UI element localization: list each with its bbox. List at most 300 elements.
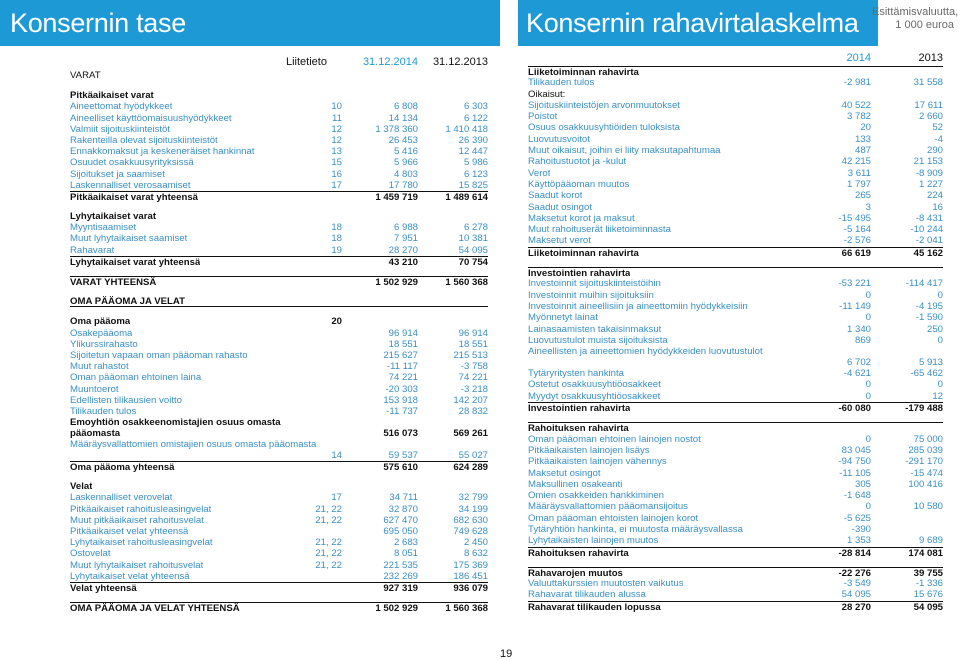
row-note: 17: [331, 179, 342, 191]
row-note: 15: [331, 157, 342, 169]
row-label: Emoyhtiön osakkeenomistajien osuus omasta pääomasta: [70, 417, 281, 440]
table-row: [70, 515, 488, 526]
row-value-2014: -28 814: [838, 547, 871, 559]
row-value-2013: 1 560 368: [445, 603, 488, 615]
row-label: Pitkäaikaiset velat yhteensä: [70, 526, 189, 537]
row-label: Valmiit sijoituskiinteistöt: [70, 123, 171, 135]
row-label: Muut lyhytaikaiset saamiset: [70, 233, 188, 245]
table-row: [70, 350, 488, 361]
row-spacer: [70, 472, 488, 481]
table-row: [70, 180, 488, 191]
row-value-2013: 52: [932, 122, 943, 134]
balance-sheet-table: [70, 56, 488, 613]
table-row: [528, 190, 943, 201]
row-value-2013: 2 660: [918, 111, 943, 123]
row-value-2014: 6 808: [393, 101, 418, 113]
row-label: Valuuttakurssien muutosten vaikutus: [528, 578, 684, 590]
row-label: Sijoitetun vapaan oman pääoman rahasto: [70, 349, 248, 361]
row-label: Edellisten tilikausien voitto: [70, 394, 182, 406]
row-value-2013: 1 489 614: [445, 191, 488, 203]
table-row: [528, 312, 943, 323]
row-label: Investoinnit muihin sijoituksiin: [528, 289, 654, 301]
row-value-2013: -2 041: [915, 235, 943, 247]
row-value-2014: 34 711: [389, 492, 418, 504]
row-label: Muut pitkäaikaiset rahoitusvelat: [70, 514, 204, 526]
table-row: [70, 328, 488, 339]
row-value-2013: 0: [937, 289, 943, 301]
row-value-2013: 749 628: [453, 526, 488, 537]
cashflow-banner: [518, 0, 878, 46]
row-note: 13: [331, 146, 342, 158]
row-value-2013: 2 450: [463, 537, 488, 549]
row-label: Poistot: [528, 111, 558, 123]
row-value-2013: -1 590: [915, 312, 943, 324]
table-row-heading: [70, 481, 488, 492]
row-value-2013: 624 289: [453, 462, 488, 474]
row-value-2014: 487: [854, 145, 871, 157]
row-note: 12: [331, 123, 342, 135]
table-row: [528, 379, 943, 390]
table-row-heading: [70, 582, 488, 593]
table-row: [528, 434, 943, 445]
row-value-2014: 6 988: [393, 222, 418, 234]
row-value-2014: 26 453: [388, 134, 418, 146]
table-row-heading: [70, 276, 488, 287]
row-note: 16: [331, 168, 342, 180]
table-row: [528, 346, 943, 368]
table-row: [528, 77, 943, 88]
row-label: Muut rahoituserät liiketoiminnasta: [528, 224, 671, 236]
row-label: Lyhytaikaiset varat: [70, 211, 157, 223]
row-value-2013: 285 039: [908, 444, 943, 456]
row-value-2013: 100 416: [908, 478, 943, 490]
row-label: Maksetut korot ja maksut: [528, 212, 635, 224]
row-label: Luovutusvoitot: [528, 133, 590, 145]
row-value-2014: 4 803: [393, 168, 418, 180]
row-label: Tytäryritysten hankinta: [528, 368, 624, 380]
row-value-2014: 42 215: [841, 156, 871, 168]
row-note: 21, 22: [315, 537, 342, 549]
row-value-2013: 1 227: [918, 178, 943, 190]
table-row: [70, 169, 488, 180]
row-value-2013: 5 913: [918, 357, 943, 369]
row-value-2013: -15 474: [910, 467, 943, 479]
row-value-2013: 0: [937, 379, 943, 391]
row-label: Muuntoerot: [70, 383, 119, 395]
row-spacer: [70, 593, 488, 602]
row-value-2013: 142 207: [453, 394, 488, 406]
row-value-2014: -11 117: [386, 361, 418, 373]
row-value-2014: 305: [854, 478, 871, 490]
row-label: Rahoituksen rahavirta: [528, 547, 629, 559]
row-value-2013: 74 221: [458, 372, 488, 384]
row-label: Velat yhteensä: [70, 582, 137, 594]
note-column-header: Liitetieto: [286, 56, 327, 68]
row-spacer: [70, 307, 488, 316]
table-row: [70, 439, 488, 461]
row-label: Sijoituskiinteistöjen arvonmuutokset: [528, 99, 680, 111]
row-value-2014: 40 522: [841, 99, 871, 111]
table-row-heading: [70, 417, 488, 439]
row-value-2014: 133: [854, 133, 871, 145]
table-row: [528, 156, 943, 167]
row-value-2014: -2 576: [843, 235, 871, 247]
row-value-2014: 627 470: [383, 514, 418, 526]
row-value-2014: -94 750: [838, 456, 871, 468]
table-row: [70, 384, 488, 395]
row-value-2013: 31 558: [913, 77, 943, 89]
row-label: Ennakkomaksut ja keskeneräiset hankinnat: [70, 146, 255, 158]
row-value-2013: 75 000: [913, 433, 943, 445]
year-2014-column-header: 31.12.2014: [362, 56, 418, 68]
row-label: Pitkäaikaiset varat: [70, 90, 154, 102]
row-note: 18: [331, 222, 342, 234]
row-value-2013: -3 758: [460, 361, 488, 373]
table-row: [70, 548, 488, 559]
table-row: [528, 235, 943, 246]
table-row-heading: [528, 547, 943, 558]
row-value-2014: -15 495: [838, 212, 871, 224]
row-spacer: [70, 267, 488, 276]
table-row-heading: [70, 316, 488, 327]
table-row: [528, 224, 943, 235]
row-spacer: [70, 81, 488, 90]
row-value-2013: 45 162: [913, 247, 943, 259]
row-value-2013: 18 551: [458, 338, 488, 350]
table-row: [528, 490, 943, 501]
row-note: 11: [332, 112, 342, 124]
row-value-2014: 516 073: [383, 428, 418, 440]
row-value-2013: -4: [934, 133, 943, 145]
row-label: Tilikauden tulos: [70, 405, 137, 417]
row-label: Tytäryhtiön hankinta, ei muutosta määräysvallassa: [528, 523, 743, 535]
row-value-2013: 54 095: [458, 244, 488, 256]
row-label: Osuudet osakkuusyrityksissä: [70, 157, 194, 169]
table-row-heading: [528, 402, 943, 413]
table-row: [528, 168, 943, 179]
row-value-2013: -114 417: [905, 278, 943, 290]
row-label: Saadut osingot: [528, 201, 593, 213]
row-value-2014: -53 221: [838, 278, 871, 290]
table-row: [70, 372, 488, 383]
row-value-2013: 1 410 418: [445, 123, 488, 135]
row-label: Oma pääoma yhteensä: [70, 462, 175, 474]
page-number: 19: [500, 648, 513, 660]
row-label: Määräysvallattomien pääomansijoitus: [528, 501, 688, 513]
row-value-2014: 74 221: [388, 372, 418, 384]
balance-sheet-banner: [0, 0, 500, 46]
row-value-2014: 5 966: [393, 157, 418, 169]
row-note: 14: [331, 450, 342, 462]
table-row-heading: [528, 422, 943, 433]
table-row: [70, 406, 488, 417]
balance-sheet-title: Konsernin tase: [10, 8, 186, 38]
table-row-heading: [528, 601, 943, 612]
row-label: Sijoitukset ja saamiset: [70, 168, 165, 180]
row-value-2014: 153 918: [383, 394, 418, 406]
row-value-2014: 28 270: [841, 601, 871, 613]
row-value-2014: -22 276: [838, 567, 871, 579]
row-value-2014: -390: [851, 523, 871, 535]
row-label: Lyhytaikaiset varat yhteensä: [70, 256, 201, 268]
year-2013-column-header: 31.12.2013: [432, 56, 488, 68]
table-row: [70, 361, 488, 372]
row-label: Aineelliset käyttöomaisuushyödykkeet: [70, 112, 232, 124]
row-value-2014: 0: [865, 312, 871, 324]
row-value-2013: -179 488: [905, 403, 943, 415]
row-label: Käyttöpääoman muutos: [528, 178, 630, 190]
year-2014-column-header: 2014: [846, 52, 871, 64]
row-value-2013: 15 825: [458, 179, 488, 191]
row-value-2014: 28 270: [388, 244, 418, 256]
row-value-2014: -1 648: [843, 490, 871, 502]
row-note: 21, 22: [315, 548, 342, 560]
year-2013-column-header: 2013: [918, 52, 943, 64]
row-label: Investoinnit sijoituskiinteistöihin: [528, 278, 661, 290]
row-value-2013: 6 122: [463, 112, 488, 124]
row-value-2013: 9 689: [918, 535, 943, 547]
row-value-2014: 83 045: [841, 444, 871, 456]
table-row: [70, 395, 488, 406]
row-label: Investointien rahavirta: [528, 403, 631, 415]
table-row: [528, 445, 943, 456]
row-label: Investointien rahavirta: [528, 268, 631, 280]
table-row: [528, 391, 943, 402]
table-row: [528, 468, 943, 479]
row-value-2014: 66 619: [841, 247, 871, 259]
table-row: [528, 513, 943, 524]
row-value-2014: -11 737: [386, 405, 418, 417]
row-label: Lyhytaikaiset rahoitusleasingvelat: [70, 537, 213, 549]
row-label: Luovutustulot muista sijoituksista: [528, 334, 668, 346]
row-value-2013: 250: [926, 323, 943, 335]
row-value-2014: 8 051: [393, 548, 418, 560]
row-spacer: [528, 413, 943, 422]
row-value-2013: 39 755: [913, 567, 943, 579]
table-row: [70, 146, 488, 157]
row-label: Määräysvallattomien omistajien osuus omasta pääomasta: [70, 439, 317, 451]
row-value-2013: -291 170: [905, 456, 943, 468]
row-value-2014: 1 797: [846, 178, 871, 190]
table-row: [528, 145, 943, 156]
table-row-heading: [528, 267, 943, 278]
row-label: VARAT YHTEENSÄ: [70, 277, 157, 288]
row-value-2014: 1 378 360: [375, 123, 418, 135]
row-value-2013: 290: [926, 145, 943, 157]
row-value-2013: 224: [926, 190, 943, 202]
row-value-2014: 3 782: [846, 111, 871, 123]
currency-note-line2: 1 000 euroa: [895, 19, 954, 31]
table-row: [528, 578, 943, 589]
row-label: Osuus osakkuusyhtiöiden tuloksista: [528, 122, 680, 134]
row-value-2014: 18 551: [388, 338, 418, 350]
table-row: [528, 479, 943, 490]
row-label: Oman pääoman ehtoinen lainojen nostot: [528, 433, 701, 445]
row-label: Investoinnit aineellisiin ja aineettomiin hyödykkeisiin: [528, 300, 748, 312]
table-row: [70, 571, 488, 582]
row-note: 17: [331, 492, 342, 504]
table-row: [70, 560, 488, 571]
row-label: Pitkäaikaiset rahoitusleasingvelat: [70, 503, 212, 515]
table-row: [528, 524, 943, 535]
currency-note-line1: Esittämisvaluutta,: [872, 6, 959, 18]
row-value-2013: 936 079: [453, 582, 488, 594]
row-value-2013: 175 369: [453, 559, 488, 571]
row-value-2013: 10 580: [913, 501, 943, 513]
row-value-2014: -4 621: [843, 368, 871, 380]
table-row: [528, 278, 943, 289]
table-row-heading: [528, 567, 943, 578]
row-value-2014: 0: [865, 501, 871, 513]
row-label: OMA PÄÄOMA JA VELAT: [70, 296, 185, 308]
row-label: Maksullinen osakeanti: [528, 478, 623, 490]
row-label: Myönnetyt lainat: [528, 312, 598, 324]
row-value-2014: 1 502 929: [375, 277, 418, 288]
row-label: Pitkäaikaisten lainojen lisäys: [528, 444, 650, 456]
row-value-2014: 215 627: [383, 349, 418, 361]
row-label: Pitkäaikaiset varat yhteensä: [70, 191, 198, 203]
row-value-2014: 0: [865, 379, 871, 391]
row-label: Oma pääoma: [70, 316, 131, 328]
table-row-heading: [528, 66, 943, 77]
row-value-2014: 6 702: [846, 357, 871, 369]
row-label: Muut oikaisut, joihin ei liity maksutapahtumaa: [528, 145, 721, 157]
row-value-2014: 2 683: [393, 537, 418, 549]
balance-sheet-rows: [70, 70, 488, 613]
cashflow-table: [528, 52, 943, 612]
row-value-2013: 5 986: [463, 157, 488, 169]
table-row: [70, 70, 488, 81]
row-value-2013: 6 303: [463, 101, 488, 113]
row-label: Muut lyhytaikaiset rahoitusvelat: [70, 559, 204, 571]
row-value-2013: -8 431: [915, 212, 943, 224]
table-row-heading: [70, 296, 488, 307]
row-value-2013: 34 199: [458, 503, 488, 515]
table-row: [528, 122, 943, 133]
cashflow-title: Konsernin rahavirtalaskelma: [526, 8, 859, 38]
table-row: [528, 535, 943, 546]
row-label: Rahoituksen rahavirta: [528, 423, 629, 435]
row-value-2014: -60 080: [838, 403, 871, 415]
row-value-2014: 5 416: [393, 146, 418, 158]
row-label: Pitkäaikaisten lainojen vähennys: [528, 456, 667, 468]
row-value-2014: 1 459 719: [375, 191, 418, 203]
row-value-2014: 0: [865, 289, 871, 301]
table-row-heading: [70, 602, 488, 613]
row-value-2013: 215 513: [453, 349, 488, 361]
row-value-2014: 43 210: [388, 256, 418, 268]
row-value-2014: -3 549: [843, 578, 871, 590]
row-value-2013: 32 799: [458, 492, 488, 504]
table-row: [70, 339, 488, 350]
row-value-2014: 1 353: [846, 535, 871, 547]
table-row: [528, 324, 943, 335]
row-value-2014: 14 134: [388, 112, 418, 124]
row-label: Oman pääoman ehtoisten lainojen korot: [528, 512, 699, 524]
row-label: Muut rahastot: [70, 361, 129, 373]
row-label: Maksetut osingot: [528, 467, 601, 479]
row-label: Laskennalliset verosaamiset: [70, 179, 191, 191]
row-value-2014: 575 610: [383, 462, 418, 474]
row-spacer: [70, 287, 488, 296]
row-label: Ostovelat: [70, 548, 111, 560]
row-value-2014: -2 981: [843, 77, 871, 89]
row-value-2013: -4 195: [915, 300, 943, 312]
row-value-2014: 3: [865, 201, 871, 213]
row-value-2013: 10 381: [458, 233, 488, 245]
row-label: Rakenteilla olevat sijoituskiinteistöt: [70, 134, 218, 146]
table-row-heading: [70, 461, 488, 472]
row-label: Verot: [528, 167, 551, 179]
row-value-2014: 7 951: [393, 233, 418, 245]
row-label: Maksetut verot: [528, 235, 591, 247]
row-value-2014: -5 164: [843, 224, 871, 236]
table-row: [70, 233, 488, 244]
row-value-2013: 12 447: [458, 146, 488, 158]
row-value-2014: -20 303: [385, 383, 418, 395]
row-value-2014: -5 625: [843, 512, 871, 524]
row-label: Rahoitustuotot ja -kulut: [528, 156, 627, 168]
table-row: [528, 202, 943, 213]
row-value-2013: 12: [932, 390, 943, 402]
cashflow-header-row: [528, 52, 943, 66]
row-label: Liiketoiminnan rahavirta: [528, 67, 639, 78]
row-value-2013: 569 261: [453, 428, 488, 440]
row-value-2014: -11 105: [839, 467, 871, 479]
row-label: Rahavarat tilikauden alussa: [528, 589, 646, 601]
row-value-2013: 21 153: [913, 156, 943, 168]
table-row: [528, 134, 943, 145]
row-spacer: [528, 558, 943, 567]
table-row: [528, 589, 943, 600]
table-row: [528, 368, 943, 379]
row-value-2014: 869: [854, 334, 871, 346]
table-row: [528, 179, 943, 190]
row-note: 18: [331, 233, 342, 245]
row-value-2014: 221 535: [383, 559, 418, 571]
row-value-2013: 0: [937, 334, 943, 346]
row-label: Aineellisten ja aineettomien hyödykkeiden luovutustulot: [528, 346, 763, 358]
table-row-heading: [70, 256, 488, 267]
row-label: Rahavarat tilikauden lopussa: [528, 601, 661, 613]
row-value-2014: 232 269: [383, 570, 418, 582]
row-label: Velat: [70, 481, 93, 493]
row-value-2013: 8 632: [463, 548, 488, 560]
row-label: Ylikurssirahasto: [70, 338, 138, 350]
row-label: Omien osakkeiden hankkiminen: [528, 490, 664, 502]
row-label: Lyhytaikaiset velat yhteensä: [70, 570, 190, 582]
table-row: [70, 157, 488, 168]
row-value-2014: 927 319: [383, 582, 418, 594]
row-value-2014: 96 914: [388, 327, 418, 339]
row-value-2013: 6 278: [463, 222, 488, 234]
table-row: [70, 245, 488, 256]
table-row-heading: [70, 191, 488, 202]
row-label: Myyntisaamiset: [70, 222, 137, 234]
table-row: [70, 526, 488, 537]
table-row: [70, 101, 488, 112]
row-label: Tilikauden tulos: [528, 77, 595, 89]
row-value-2013: 682 630: [453, 514, 488, 526]
row-value-2013: 6 123: [463, 168, 488, 180]
row-value-2014: 20: [860, 122, 871, 134]
row-note: 19: [331, 244, 342, 256]
row-value-2013: 70 754: [458, 256, 488, 268]
row-value-2013: 54 095: [913, 601, 943, 613]
row-value-2013: -3 218: [460, 383, 488, 395]
table-row: [528, 456, 943, 467]
row-value-2014: 695 050: [383, 526, 418, 537]
